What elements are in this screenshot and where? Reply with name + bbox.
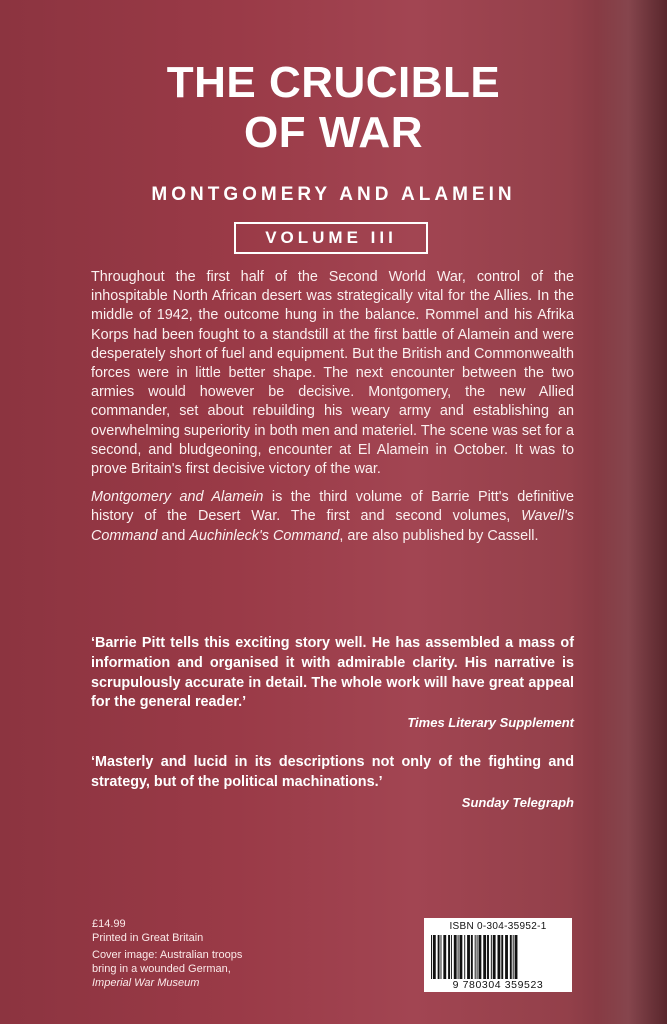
barcode-bar [448,935,450,979]
review-source: Times Literary Supplement [407,715,574,731]
barcode-bar [441,935,442,979]
barcode-bar [479,935,482,979]
barcode-bar [498,935,501,979]
price-info [92,917,203,945]
barcode-bars [429,935,567,979]
volume-1-title: Wavell's Command [91,508,574,544]
barcode-bar [487,935,489,979]
blurb [91,268,574,546]
blurb-text: is the third volume of Barrie Pitt's definitive history of the Desert War. The first and second volumes, [91,489,574,525]
barcode-bar [475,935,476,979]
price: £14.99 [92,918,126,930]
review-source: Sunday Telegraph [461,794,574,810]
barcode-bar [510,935,512,979]
blurb-paragraph-2 [91,488,574,546]
book-title-line-1: THE CRUCIBLE [166,58,501,107]
barcode-bar [477,935,478,979]
volume-label: VOLUME III [234,222,428,254]
isbn-number: ISBN 0-304-35952-1 [449,921,547,932]
barcode-bar [438,935,440,979]
barcode-bar [460,935,463,979]
blurb-paragraph-1: Throughout the first half of the Second World War, control of the inhospitable North African desert was strategically vital for the Allies. In the middle of 1942, the outcome hung in the balance. Rommel and his Afrika Korps had been fought to a standstill at the first battle of Alamein and were desperately short of fuel and equipment. But the British and Commonwealth forces were in little better shape. The next encounter between the two armies would however be decisive. Montgomery, the new Allied commander, set about rebuilding his weary army and establishing an overwhelming superiority in both men and materiel. The scene was set for a second, and bludgeoning, encounter at El Alamein in October. It was to prove Britain's first decisive victory of the war. [91,269,574,478]
volume-2-title: Auchinleck's Command [189,527,340,544]
barcode-bar [433,935,436,979]
barcode-bar [454,935,457,979]
barcode-bar [493,935,496,979]
review-quote-text: ‘Masterly and lucid in its descriptions not only of the fighting and strategy, but of the political machinations.’ [91,754,574,790]
book-subtitle: MONTGOMERY AND ALAMEIN [151,184,516,205]
book-title [0,58,667,158]
barcode-bar [464,935,465,979]
printed-in: Printed in Great Britain [92,932,204,944]
barcode-bar [483,935,486,979]
credit-line-1: Cover image: Australian troops [92,949,243,961]
barcode-bar [501,935,503,979]
cover-image-credit [92,948,242,990]
blurb-text: and [157,527,190,544]
barcode-bar [451,935,452,979]
blurb-text: , are also published by Cassell. [339,527,539,544]
barcode-bar [467,935,470,979]
barcode-digits: 9 780304 359523 [452,979,544,991]
review-quote [91,634,574,733]
barcode-bar [491,935,492,979]
barcode-bar [513,935,514,979]
credit-line-2: bring in a wounded German, [92,963,231,975]
barcode-bar [443,935,446,979]
barcode-bar [505,935,508,979]
barcode-bar [471,935,473,979]
barcode-bar [431,935,432,979]
credit-line-3: Imperial War Museum [92,977,200,989]
book-title-reference: Montgomery and Alamein [91,489,264,506]
barcode-bar [515,935,518,979]
review-quote-text: ‘Barrie Pitt tells this exciting story well. He has assembled a mass of information and organised it with admirable clarity. His narrative is scrupulously accurate in detail. The whole work will have great appeal for the general reader.’ [91,635,574,711]
barcode-bar [458,935,459,979]
isbn-barcode [424,918,572,992]
book-title-line-2: OF WAR [244,108,423,157]
review-quote [91,753,574,812]
